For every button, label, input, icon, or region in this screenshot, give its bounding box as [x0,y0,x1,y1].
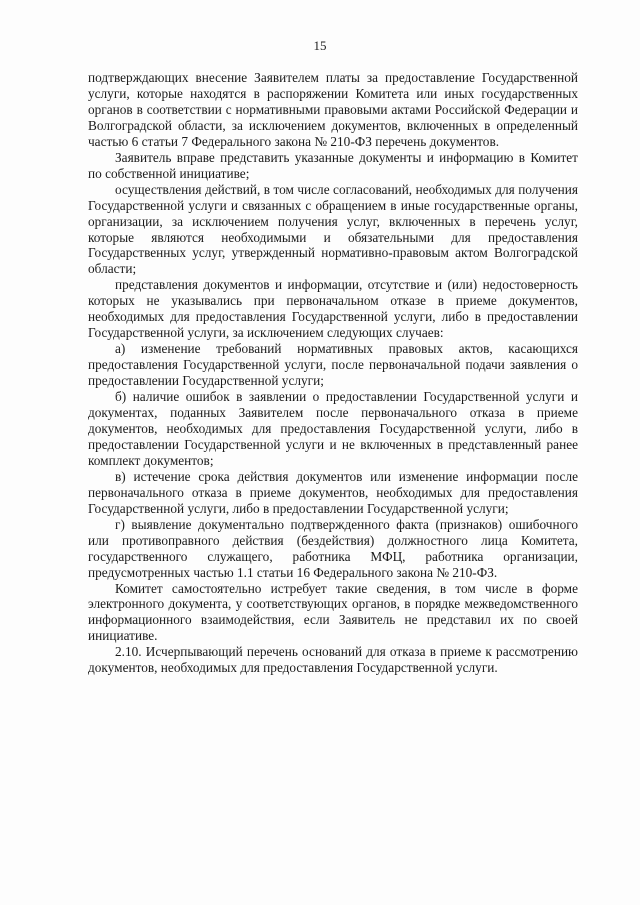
page-number: 15 [313,38,327,53]
list-item-b: б) наличие ошибок в заявлении о предоставлении Государственной услуги и документах, поданных Заявителем после первоначального отказа в приеме документов, необходимых для предоставления Государственной услуги, либо в предоставлении Государственной услуги и не включенных в представленный ранее комплект документов; [88,389,578,468]
list-item-v: в) истечение срока действия документов или изменение информации после первоначального отказа в приеме документов, необходимых для предоставления Государственной услуги, либо в предоставлении Государственной услуги; [88,468,578,516]
list-item-g: г) выявление документально подтвержденного факта (признаков) ошибочного или противоправного действия (бездействия) должностного лица Комитета, государственного служащего, работника МФЦ, работника организации, предусмотренных частью 1.1 статьи 16 Федерального закона № 210-ФЗ. [88,516,578,580]
paragraph-actions: осуществления действий, в том числе согласований, необходимых для получения Государственной услуги и связанных с обращением в иные государственные органы, организации, за исключением получения услуг, включенных в перечень услуг, которые являются необходимыми и обязательными для предоставления Государственных услуг, утвержденный нормативно-правовым актом Волгоградской области; [88,181,578,277]
list-item-a: а) изменение требований нормативных правовых актов, касающихся предоставления Государственной услуги, после первоначальной подачи заявления о предоставлении Государственной услуги; [88,341,578,389]
paragraph-applicant-right: Заявитель вправе представить указанные документы и информацию в Комитет по собственной инициативе; [88,149,578,181]
paragraph-continuation: подтверждающих внесение Заявителем платы за предоставление Государственной услуги, которые находятся в распоряжении Комитета или иных государственных органов в соответствии с нормативными правовыми актами Российской Федерации и Волгоградской области, за исключением документов, включенных в определенный частью 6 статьи 7 Федерального закона № 210-ФЗ перечень документов. [88,70,578,149]
section-2-10: 2.10. Исчерпывающий перечень оснований для отказа в приеме к рассмотрению документов, необходимых для предоставления Государственной услуги. [88,644,578,676]
document-body [88,70,578,676]
paragraph-documents: представления документов и информации, отсутствие и (или) недостоверность которых не указывались при первоначальном отказе в приеме документов, необходимых для предоставления Государственной услуги, либо в предоставлении Государственной услуги, за исключением следующих случаев: [88,277,578,341]
paragraph-committee: Комитет самостоятельно истребует такие сведения, в том числе в форме электронного документа, у соответствующих органов, в порядке межведомственного информационного взаимодействия, если Заявитель не представил их по своей инициативе. [88,580,578,644]
